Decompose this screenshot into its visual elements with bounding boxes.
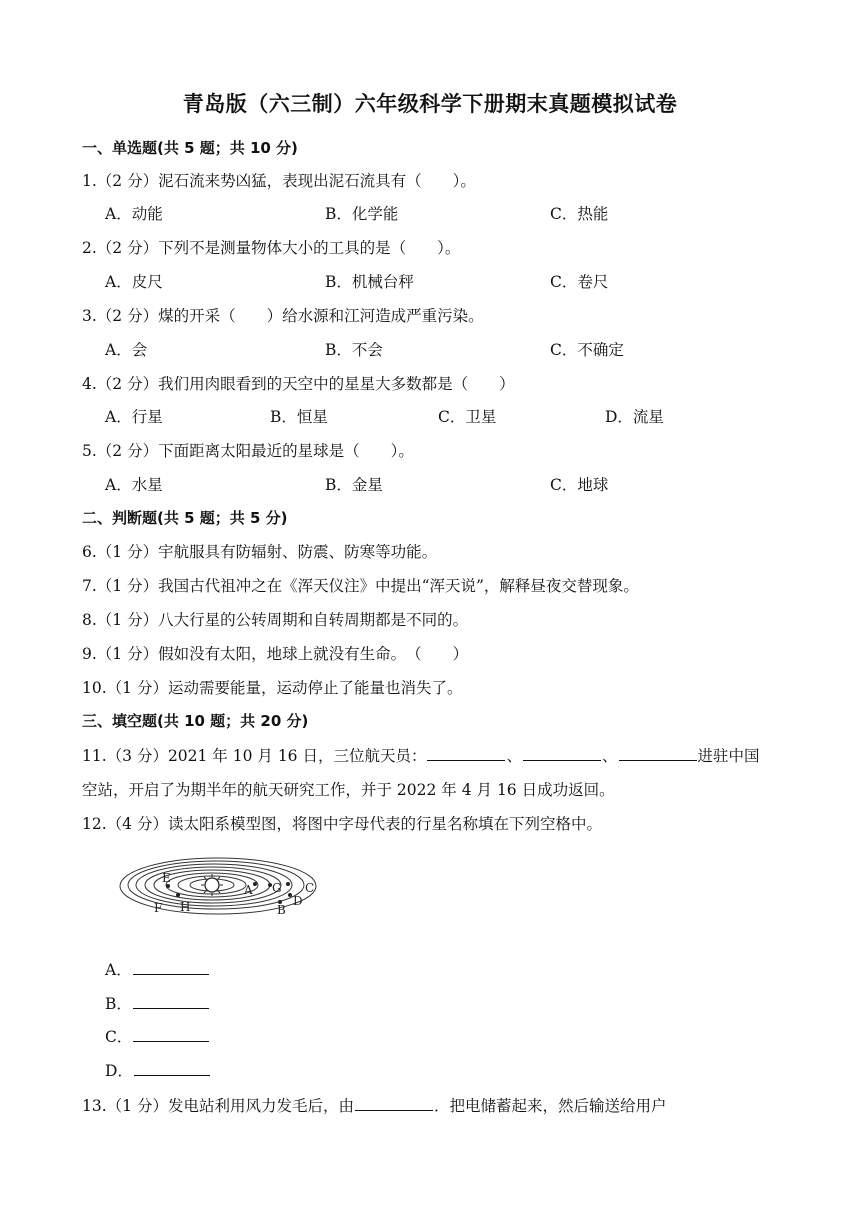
question-2-option-b[interactable]: B．机械台秤 [325, 273, 414, 291]
solar-system-diagram [118, 848, 328, 924]
figure-label-g: G [272, 881, 282, 895]
section-heading-true-false: 二、判断题(共 5 题；共 5 分) [82, 509, 288, 527]
page-title: 青岛版（六三制）六年级科学下册期末真题模拟试卷 [182, 92, 678, 116]
figure-label-e: E [162, 871, 171, 885]
question-12-stem: 12.（4 分）读太阳系模型图，将图中字母代表的行星名称填在下列空格中。 [82, 815, 602, 833]
question-13-text-end: ．把电储蓄起来，然后输送给用户 [433, 1097, 667, 1115]
question-13 [82, 1094, 666, 1116]
section-heading-single-choice: 一、单选题(共 5 题；共 10 分) [82, 139, 298, 157]
question-6: 6.（1 分）宇航服具有防辐射、防震、防寒等功能。 [82, 543, 438, 561]
question-5-stem: 5.（2 分）下面距离太阳最近的星球是（ ）。 [82, 442, 414, 460]
question-2-options [105, 270, 805, 292]
question-1-stem: 1.（2 分）泥石流来势凶猛，表现出泥石流具有（ ）。 [82, 172, 476, 190]
question-3-option-a[interactable]: A．会 [105, 341, 148, 359]
question-4-option-b[interactable]: B．恒星 [270, 408, 328, 426]
question-12-answer-d [105, 1059, 211, 1081]
planet-dot-a [253, 882, 257, 886]
question-12-answer-a [105, 958, 210, 980]
question-11-blank-3[interactable] [619, 745, 697, 761]
figure-label-a: A [244, 883, 253, 897]
question-12-answer-b [105, 992, 210, 1014]
question-1-option-b[interactable]: B．化学能 [325, 205, 399, 223]
figure-label-h: H [180, 900, 191, 914]
figure-label-b: B [277, 903, 286, 917]
question-11-line-2: 空站，开启了为期半年的航天研究工作，并于 2022 年 4 月 16 日成功返回。 [82, 781, 615, 799]
question-12-label-d: D． [105, 1062, 133, 1080]
question-5-option-b[interactable]: B．金星 [325, 476, 383, 494]
question-1-options [105, 202, 805, 224]
question-12-blank-a[interactable] [133, 959, 209, 975]
question-12-blank-d[interactable] [134, 1060, 210, 1076]
question-12-blank-c[interactable] [133, 1026, 209, 1042]
sun-icon [201, 874, 223, 896]
question-2-option-a[interactable]: A．皮尺 [105, 273, 163, 291]
question-8: 8.（1 分）八大行星的公转周期和自转周期都是不同的。 [82, 611, 469, 629]
planet-dot-d [288, 893, 292, 897]
question-7: 7.（1 分）我国古代祖冲之在《浑天仪注》中提出“浑天说”，解释昼夜交替现象。 [82, 577, 639, 595]
question-3-option-b[interactable]: B．不会 [325, 341, 383, 359]
section-heading-fill-blank: 三、填空题(共 10 题；共 20 分) [82, 712, 309, 730]
planet-dot-c [286, 882, 290, 886]
question-4-option-a[interactable]: A．行星 [105, 408, 163, 426]
question-11-separator-1: 、 [506, 747, 522, 765]
question-5-option-a[interactable]: A．水星 [105, 476, 163, 494]
question-2-option-c[interactable]: C．卷尺 [550, 273, 609, 291]
figure-label-d: D [293, 894, 303, 908]
question-3-stem: 3.（2 分）煤的开采（ ）给水源和江河造成严重污染。 [82, 307, 484, 325]
question-5-option-c[interactable]: C．地球 [550, 476, 609, 494]
question-10: 10.（1 分）运动需要能量，运动停止了能量也消失了。 [82, 679, 463, 697]
question-11-text-start: 11.（3 分）2021 年 10 月 16 日，三位航天员： [82, 747, 427, 765]
question-13-text-start: 13.（1 分）发电站利用风力发毛后，由 [82, 1097, 354, 1115]
question-12-label-c: C． [105, 1028, 133, 1046]
question-11-separator-2: 、 [601, 747, 618, 765]
question-11-blank-1[interactable] [427, 745, 505, 761]
question-1-option-a[interactable]: A．动能 [105, 205, 163, 223]
question-12-label-b: B． [105, 995, 132, 1013]
question-12-blank-b[interactable] [133, 993, 209, 1009]
question-4-options [105, 405, 805, 427]
question-3-options [105, 338, 805, 360]
question-2-stem: 2.（2 分）下列不是测量物体大小的工具的是（ ）。 [82, 239, 461, 257]
question-11-text-end: 进驻中国 [697, 747, 760, 765]
question-1-option-c[interactable]: C．热能 [550, 205, 609, 223]
figure-label-c: C [305, 881, 315, 895]
planet-dot-h [176, 893, 180, 897]
question-11-blank-2[interactable] [523, 745, 601, 761]
question-4-option-c[interactable]: C．卫星 [438, 408, 497, 426]
question-4-option-d[interactable]: D．流星 [605, 408, 664, 426]
question-11-line-1 [82, 744, 760, 766]
question-12-label-a: A． [105, 961, 132, 979]
question-5-options [105, 473, 805, 495]
question-4-stem: 4.（2 分）我们用肉眼看到的天空中的星星大多数都是（ ） [82, 375, 515, 393]
figure-label-f: F [154, 901, 163, 915]
question-12-answer-c [105, 1025, 210, 1047]
question-9: 9.（1 分）假如没有太阳，地球上就没有生命。 （ ） [82, 645, 469, 663]
question-13-blank[interactable] [355, 1095, 433, 1111]
question-3-option-c[interactable]: C．不确定 [550, 341, 624, 359]
